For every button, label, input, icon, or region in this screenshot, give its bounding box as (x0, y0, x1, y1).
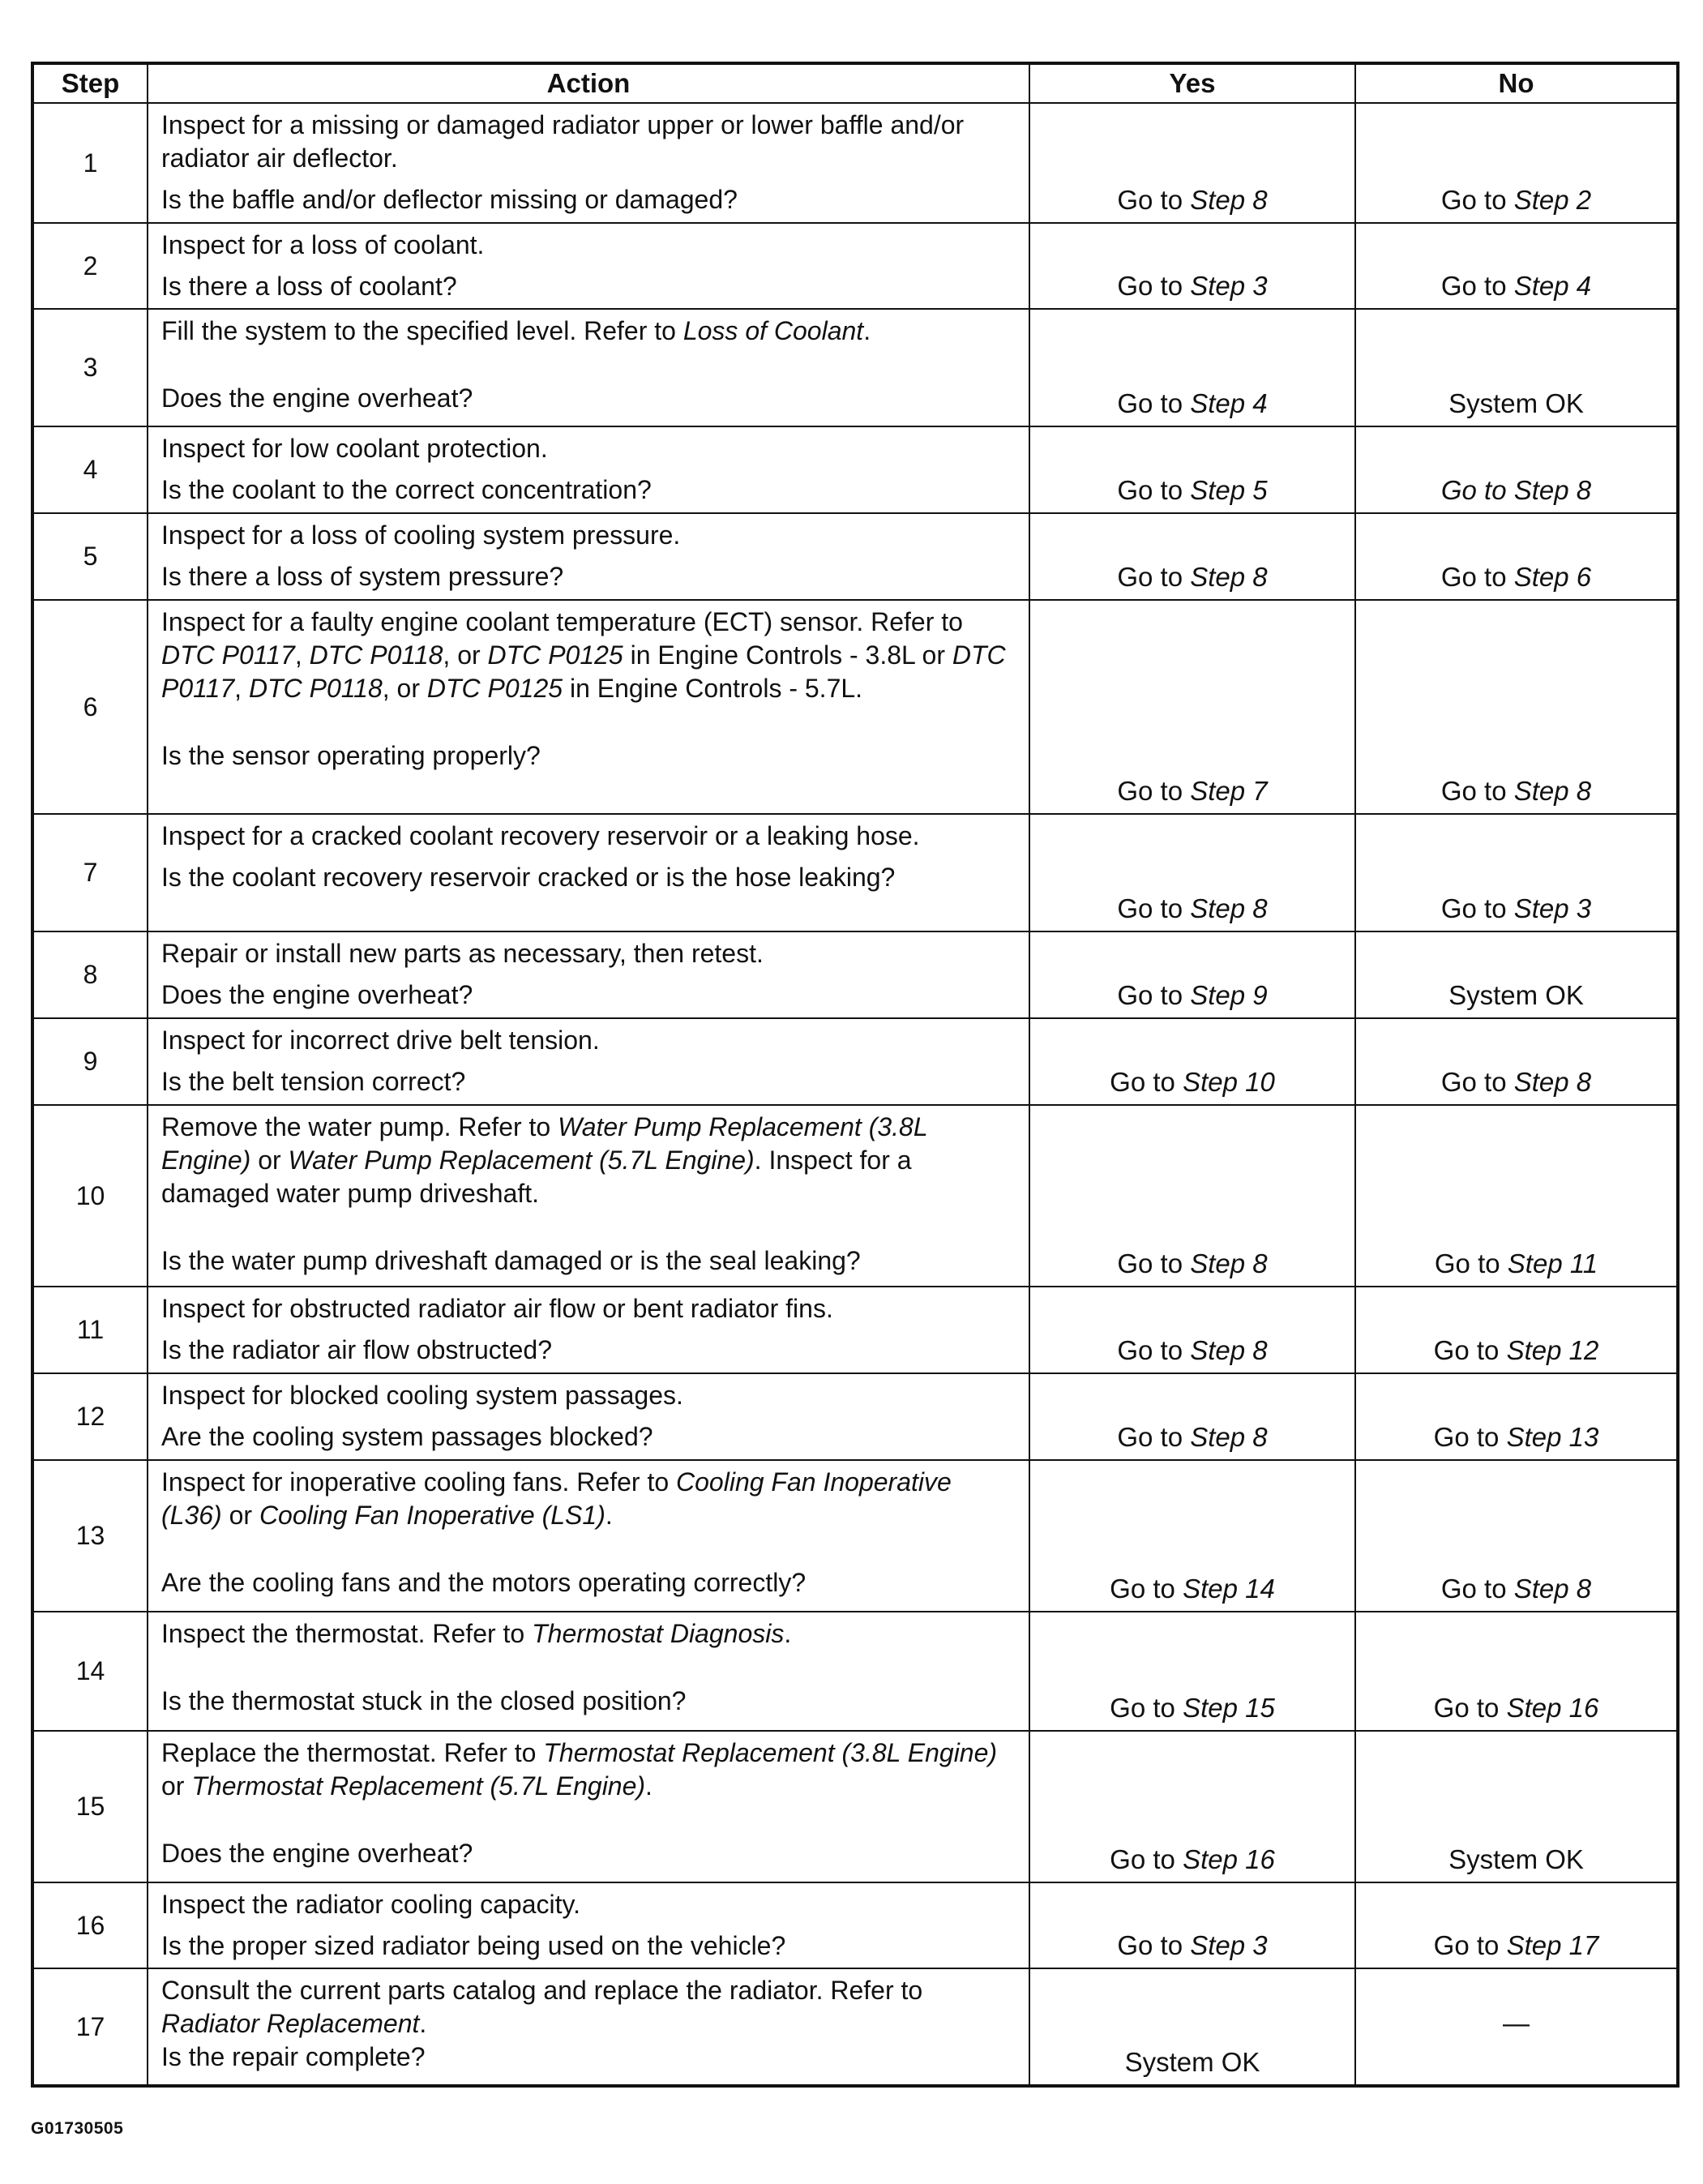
no-step-link: Step 8 (1513, 1067, 1592, 1097)
step-number: 9 (32, 1018, 148, 1105)
action-question: Is the radiator air flow obstructed? (161, 1335, 553, 1364)
step-number: 10 (32, 1105, 148, 1287)
no-step-link: Step 16 (1506, 1693, 1599, 1723)
action-text: in Engine Controls - 5.7L. (563, 674, 863, 703)
action-text: or (161, 1771, 192, 1801)
yes-cell (1029, 1882, 1355, 1968)
no-step-link: Step 6 (1513, 562, 1592, 592)
action-reference: Cooling Fan Inoperative (LS1) (259, 1501, 605, 1530)
action-question: Is the repair complete? (161, 2042, 426, 2071)
yes-step-link: Step 8 (1190, 893, 1268, 923)
yes-result-text: Go to (1110, 1067, 1183, 1097)
action-cell (148, 1460, 1029, 1612)
action-question: Is the coolant recovery reservoir cracked or is the hose leaking? (161, 863, 896, 892)
action-question: Are the cooling system passages blocked? (161, 1422, 653, 1451)
action-instruction (161, 937, 1019, 970)
action-instruction (161, 820, 1019, 853)
yes-cell (1029, 426, 1355, 513)
step-number: 3 (32, 309, 148, 426)
yes-step-link: Step 15 (1183, 1693, 1275, 1723)
yes-cell (1029, 1105, 1355, 1287)
action-text: , or (443, 640, 488, 670)
no-cell (1355, 1373, 1678, 1460)
action-reference: Radiator Replacement (161, 2009, 420, 2038)
table-row (32, 309, 1678, 426)
header-no: No (1355, 63, 1678, 103)
yes-result-text: Go to (1117, 562, 1191, 592)
no-cell (1355, 1018, 1678, 1105)
no-result-text: Go to (1434, 1248, 1508, 1278)
action-instruction (161, 1292, 1019, 1325)
header-step: Step (32, 63, 148, 103)
no-cell (1355, 814, 1678, 931)
action-instruction (161, 1736, 1019, 1803)
yes-step-link: Step 5 (1190, 475, 1268, 505)
step-number: 17 (32, 1968, 148, 2086)
yes-cell (1029, 309, 1355, 426)
no-cell (1355, 1287, 1678, 1373)
action-reference: Cooling Fan Inoperative (L36) (161, 1467, 952, 1530)
yes-cell (1029, 1460, 1355, 1612)
yes-cell (1029, 1018, 1355, 1105)
action-question: Are the cooling fans and the motors operating correctly? (161, 1568, 807, 1597)
yes-result-text: Go to (1117, 185, 1191, 215)
action-cell (148, 309, 1029, 426)
yes-cell (1029, 1968, 1355, 2086)
step-number: 2 (32, 223, 148, 309)
action-text: Repair or install new parts as necessary, then retest. (161, 939, 764, 968)
action-text: Remove the water pump. Refer to (161, 1112, 558, 1141)
action-question: Is there a loss of coolant? (161, 272, 457, 301)
yes-result-text: Go to (1117, 271, 1191, 301)
yes-step-link: Step 4 (1190, 388, 1268, 418)
table-row (32, 1882, 1678, 1968)
step-number: 11 (32, 1287, 148, 1373)
yes-cell (1029, 513, 1355, 600)
action-cell (148, 1287, 1029, 1373)
no-step-link: Step 2 (1513, 185, 1592, 215)
no-step-link: Step 13 (1506, 1422, 1599, 1452)
table-row (32, 223, 1678, 309)
action-text: Consult the current parts catalog and replace the radiator. Refer to (161, 1976, 923, 2005)
yes-result-text: Go to (1110, 1693, 1183, 1723)
action-instruction (161, 606, 1019, 705)
yes-result-text: Go to (1117, 1930, 1191, 1960)
step-number: 6 (32, 600, 148, 814)
action-question: Is the belt tension correct? (161, 1067, 466, 1096)
action-text: Inspect for obstructed radiator air flow or bent radiator fins. (161, 1294, 833, 1323)
table-row (32, 1731, 1678, 1882)
yes-result-text: Go to (1117, 980, 1191, 1010)
no-step-link: Step 4 (1513, 271, 1592, 301)
no-result-text: Go to (1440, 776, 1514, 806)
action-instruction (161, 1379, 1019, 1412)
no-result-text: Go to (1433, 1422, 1507, 1452)
action-instruction (161, 1974, 1019, 2041)
yes-result-text: Go to (1117, 1248, 1191, 1278)
no-cell (1355, 1968, 1678, 2086)
step-number: 1 (32, 103, 148, 223)
yes-step-link: Step 10 (1183, 1067, 1275, 1097)
action-text: , (234, 674, 249, 703)
no-cell (1355, 1731, 1678, 1882)
table-row (32, 814, 1678, 931)
yes-result-text: Go to (1117, 1422, 1191, 1452)
action-text: Fill the system to the specified level. Refer to (161, 316, 683, 345)
no-result-text: Go to (1440, 1574, 1514, 1604)
no-cell (1355, 1612, 1678, 1731)
yes-step-link: Step 8 (1190, 185, 1268, 215)
action-text: . (419, 2009, 427, 2038)
action-text: in Engine Controls - 3.8L or (623, 640, 952, 670)
yes-step-link: Step 9 (1190, 980, 1268, 1010)
no-cell (1355, 1105, 1678, 1287)
yes-step-link: Step 8 (1190, 1248, 1268, 1278)
action-question: Does the engine overheat? (161, 1839, 473, 1868)
no-cell (1355, 1460, 1678, 1612)
action-reference: DTC P0117 (161, 640, 1006, 703)
action-question: Is the water pump driveshaft damaged or is the seal leaking? (161, 1246, 861, 1275)
header-action: Action (148, 63, 1029, 103)
action-text: Inspect for inoperative cooling fans. Refer to (161, 1467, 677, 1497)
step-number: 4 (32, 426, 148, 513)
yes-cell (1029, 600, 1355, 814)
table-row (32, 1373, 1678, 1460)
action-instruction (161, 1111, 1019, 1210)
action-cell (148, 1373, 1029, 1460)
action-reference: DTC P0125 (487, 640, 623, 670)
step-number: 12 (32, 1373, 148, 1460)
no-result-text: Go to (1440, 271, 1514, 301)
yes-cell (1029, 1612, 1355, 1731)
yes-step-link: Step 14 (1183, 1574, 1275, 1604)
no-cell (1355, 103, 1678, 223)
diagnostic-table (31, 62, 1679, 2088)
action-cell (148, 1731, 1029, 1882)
yes-result-text: Go to (1117, 1335, 1191, 1365)
action-text: . Inspect for a damaged water pump driveshaft. (161, 1146, 912, 1208)
no-result-text: — (1503, 2008, 1530, 2038)
step-number: 15 (32, 1731, 148, 1882)
action-reference: DTC P0118 (248, 674, 383, 703)
no-step-link: Go to Step 8 (1440, 475, 1592, 505)
no-result-text: System OK (1448, 1844, 1584, 1874)
action-reference: Water Pump Replacement (3.8L Engine) (161, 1112, 928, 1175)
step-number: 13 (32, 1460, 148, 1612)
yes-result-text: Go to (1117, 388, 1191, 418)
table-row (32, 1460, 1678, 1612)
action-text: . (645, 1771, 653, 1801)
no-result-text: Go to (1440, 185, 1514, 215)
header-row (32, 63, 1678, 103)
action-text: Inspect the radiator cooling capacity. (161, 1890, 581, 1919)
table-row (32, 513, 1678, 600)
action-cell (148, 931, 1029, 1018)
table-row (32, 1105, 1678, 1287)
no-result-text: Go to (1433, 1693, 1507, 1723)
action-reference: Thermostat Diagnosis (532, 1619, 785, 1648)
yes-step-link: Step 3 (1190, 271, 1268, 301)
no-cell (1355, 931, 1678, 1018)
yes-step-link: Step 8 (1190, 562, 1268, 592)
step-number: 14 (32, 1612, 148, 1731)
table-row (32, 1287, 1678, 1373)
action-text: or (250, 1146, 289, 1175)
action-text: . (863, 316, 871, 345)
yes-cell (1029, 1287, 1355, 1373)
table-row (32, 426, 1678, 513)
action-text: , or (382, 674, 427, 703)
no-step-link: Step 11 (1507, 1248, 1598, 1278)
yes-cell (1029, 103, 1355, 223)
action-cell (148, 1612, 1029, 1731)
no-step-link: Step 17 (1506, 1930, 1599, 1960)
action-cell (148, 814, 1029, 931)
yes-cell (1029, 1731, 1355, 1882)
action-text: Inspect the thermostat. Refer to (161, 1619, 533, 1648)
action-text: . (784, 1619, 792, 1648)
yes-cell (1029, 223, 1355, 309)
action-text: Inspect for a loss of coolant. (161, 230, 485, 259)
no-result-text: Go to (1440, 893, 1514, 923)
action-question: Is the thermostat stuck in the closed position? (161, 1686, 687, 1715)
action-cell (148, 1882, 1029, 1968)
figure-id: G01730505 (31, 2119, 124, 2138)
table-body (32, 103, 1678, 2086)
action-reference: DTC P0118 (309, 640, 443, 670)
yes-step-link: Step 7 (1190, 776, 1268, 806)
action-instruction (161, 1024, 1019, 1057)
yes-result-text: Go to (1110, 1844, 1183, 1874)
action-question: Is the coolant to the correct concentration? (161, 475, 652, 504)
action-question: Is the sensor operating properly? (161, 741, 541, 770)
action-text: Replace the thermostat. Refer to (161, 1738, 544, 1767)
action-question: Does the engine overheat? (161, 980, 473, 1009)
action-cell (148, 1018, 1029, 1105)
yes-step-link: Step 3 (1190, 1930, 1268, 1960)
action-cell (148, 223, 1029, 309)
yes-cell (1029, 931, 1355, 1018)
action-instruction (161, 315, 1019, 348)
step-number: 5 (32, 513, 148, 600)
action-reference: DTC P0125 (426, 674, 563, 703)
action-instruction (161, 229, 1019, 262)
action-question: Is the baffle and/or deflector missing or damaged? (161, 185, 738, 214)
no-step-link: Step 12 (1506, 1335, 1599, 1365)
no-cell (1355, 426, 1678, 513)
action-cell (148, 513, 1029, 600)
no-step-link: Step 8 (1513, 1574, 1592, 1604)
table-row (32, 931, 1678, 1018)
table-row (32, 1968, 1678, 2086)
no-cell (1355, 309, 1678, 426)
table-row (32, 103, 1678, 223)
action-cell (148, 103, 1029, 223)
header-yes: Yes (1029, 63, 1355, 103)
no-result-text: System OK (1448, 388, 1584, 418)
yes-cell (1029, 814, 1355, 931)
action-text: Inspect for a cracked coolant recovery reservoir or a leaking hose. (161, 821, 920, 850)
no-result-text: System OK (1448, 980, 1584, 1010)
action-instruction (161, 519, 1019, 552)
yes-result-text: Go to (1117, 776, 1191, 806)
action-instruction (161, 432, 1019, 465)
action-question: Is there a loss of system pressure? (161, 562, 564, 591)
table-row (32, 1018, 1678, 1105)
no-result-text: Go to (1433, 1930, 1507, 1960)
action-instruction (161, 1617, 1019, 1651)
yes-step-link: Step 16 (1183, 1844, 1275, 1874)
action-text: Inspect for low coolant protection. (161, 434, 548, 463)
table-row (32, 1612, 1678, 1731)
action-text: Inspect for incorrect drive belt tension. (161, 1026, 600, 1055)
no-result-text: Go to (1433, 1335, 1507, 1365)
no-result-text: Go to (1440, 562, 1514, 592)
no-cell (1355, 223, 1678, 309)
no-cell (1355, 1882, 1678, 1968)
action-reference: Thermostat Replacement (3.8L Engine) (543, 1738, 998, 1767)
action-instruction (161, 1888, 1019, 1921)
action-reference: Water Pump Replacement (5.7L Engine) (288, 1146, 755, 1175)
no-step-link: Step 8 (1513, 776, 1592, 806)
action-text: Inspect for blocked cooling system passages. (161, 1381, 683, 1410)
action-text: . (605, 1501, 613, 1530)
action-reference: Thermostat Replacement (5.7L Engine) (191, 1771, 646, 1801)
action-cell (148, 1105, 1029, 1287)
action-text: Inspect for a missing or damaged radiator upper or lower baffle and/or radiator air deflector. (161, 110, 965, 173)
action-cell (148, 1968, 1029, 2086)
no-result-text: Go to (1440, 1067, 1514, 1097)
yes-step-link: Step 8 (1190, 1422, 1268, 1452)
no-cell (1355, 513, 1678, 600)
yes-result-text: Go to (1117, 893, 1191, 923)
action-text: Inspect for a faulty engine coolant temperature (ECT) sensor. Refer to (161, 607, 963, 636)
action-instruction (161, 109, 1019, 175)
yes-result-text: System OK (1124, 2047, 1260, 2077)
action-instruction (161, 1466, 1019, 1532)
no-step-link: Step 3 (1513, 893, 1592, 923)
action-reference: Loss of Coolant (682, 316, 864, 345)
action-question: Is the proper sized radiator being used on the vehicle? (161, 1931, 786, 1960)
yes-result-text: Go to (1110, 1574, 1183, 1604)
action-question: Does the engine overheat? (161, 383, 473, 413)
yes-step-link: Step 8 (1190, 1335, 1268, 1365)
action-text: or (221, 1501, 259, 1530)
action-text: Inspect for a loss of cooling system pressure. (161, 520, 681, 550)
step-number: 8 (32, 931, 148, 1018)
action-cell (148, 600, 1029, 814)
action-reference: DTC P0117 (161, 640, 295, 670)
step-number: 16 (32, 1882, 148, 1968)
table-row (32, 600, 1678, 814)
action-text: , (294, 640, 310, 670)
yes-cell (1029, 1373, 1355, 1460)
no-cell (1355, 600, 1678, 814)
action-cell (148, 426, 1029, 513)
step-number: 7 (32, 814, 148, 931)
yes-result-text: Go to (1117, 475, 1191, 505)
